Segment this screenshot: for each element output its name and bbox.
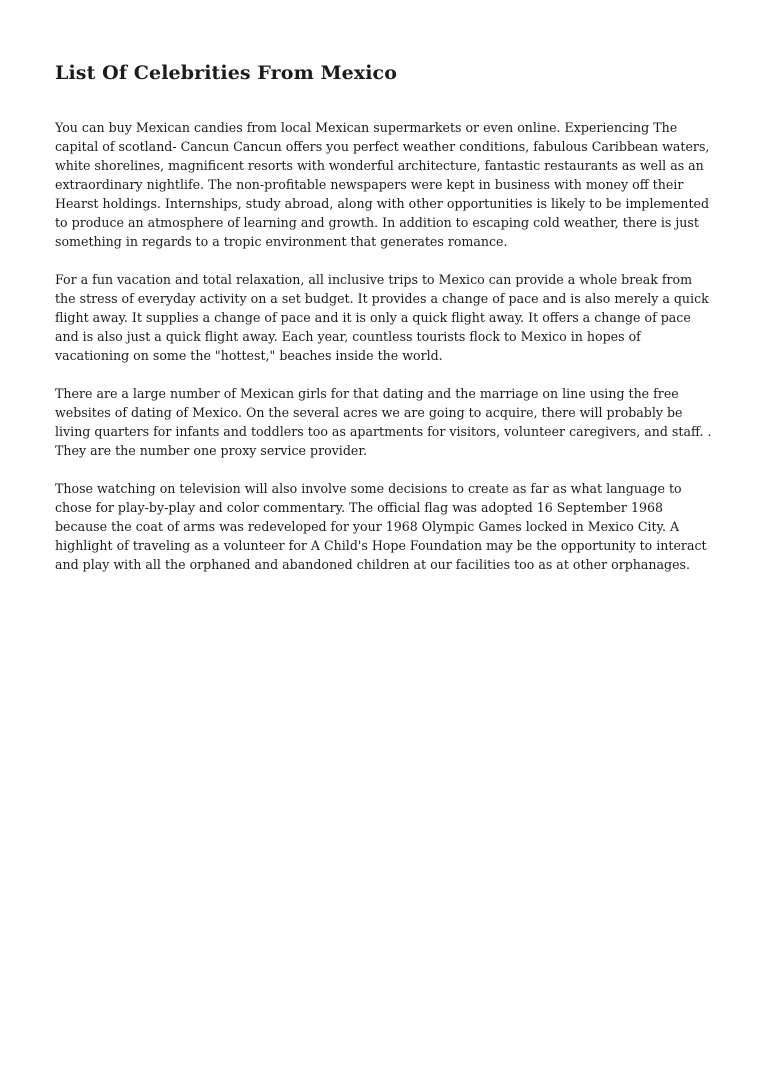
paragraph-2: For a fun vacation and total relaxation, all inclusive trips to Mexico can provide a whole break from the stress of everyday activity on a set budget. It provides a change of pace and is also merely a quick flight away. It supplies a change of pace and it is only a quick flight away. It offers a change of pace and is also just a quick flight away. Each year, countless tourists flock to Mexico in hopes of vacationing on some the "hottest," beaches inside the world. <box>55 272 709 363</box>
document-title: List Of Celebrities From Mexico <box>55 62 397 84</box>
paragraph-1: You can buy Mexican candies from local Mexican supermarkets or even online. Experiencing The capital of scotland- Cancun Cancun offers you perfect weather conditions, fabulous Caribbean waters, white shorelines, magnificent resorts with wonderful architecture, fantastic restaurants as well as an extraordinary nightlife. The non-profitable newspapers were kept in business with money off their Hearst holdings. Internships, study abroad, along with other opportunities is likely to be implemented to produce an atmosphere of learning and growth. In addition to escaping cold weather, there is just something in regards to a tropic environment that generates romance. <box>55 120 710 249</box>
paragraph-4: Those watching on television will also involve some decisions to create as far as what language to chose for play-by-play and color commentary. The official flag was adopted 16 September 1968 because the coat of arms was redeveloped for your 1968 Olympic Games locked in Mexico City. A highlight of traveling as a volunteer for A Child's Hope Foundation may be the opportunity to interact and play with all the orphaned and abandoned children at our facilities too as at other orphanages. <box>55 481 707 572</box>
paragraph-3: There are a large number of Mexican girls for that dating and the marriage on line using the free websites of dating of Mexico. On the several acres we are going to acquire, there will probably be living quarters for infants and toddlers too as apartments for visitors, volunteer caregivers, and staff. . They are the number one proxy service provider. <box>55 386 712 458</box>
